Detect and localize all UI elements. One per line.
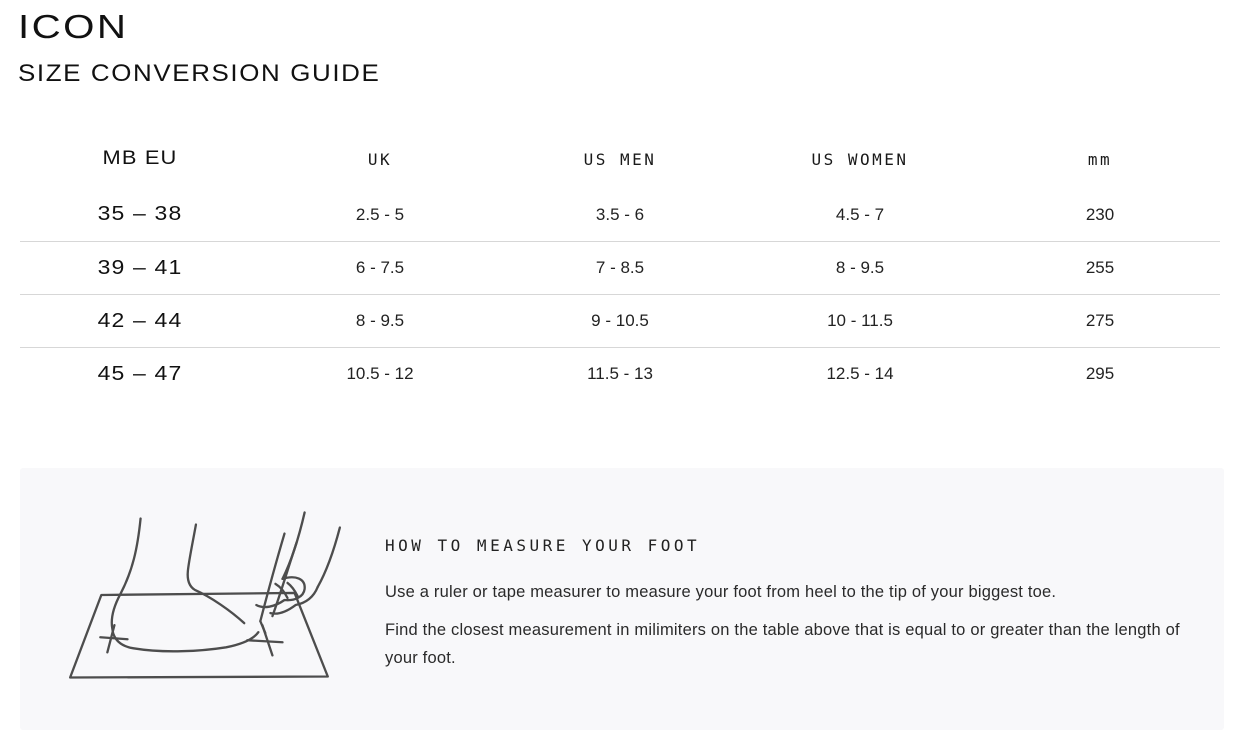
hand-arm-outer	[282, 512, 304, 578]
table-cell: 8 - 9.5	[355, 311, 405, 330]
foot-outline-back	[112, 518, 259, 651]
size-table-body	[20, 188, 1220, 400]
table-row	[20, 294, 1220, 347]
table-row	[20, 241, 1220, 294]
heel-mark-horizontal	[100, 637, 127, 639]
foot-outline-front	[188, 525, 245, 624]
page-subtitle: SIZE CONVERSION GUIDE	[18, 60, 381, 87]
table-cell: 255	[1085, 258, 1115, 277]
column-header-mm: mm	[1087, 149, 1113, 169]
table-row	[20, 347, 1220, 400]
column-header-us-men: US MEN	[583, 149, 657, 169]
table-cell: 275	[1085, 311, 1115, 330]
table-cell: 10 - 11.5	[827, 311, 893, 330]
table-cell: 11.5 - 13	[587, 364, 653, 383]
table-cell: 10.5 - 12	[346, 364, 414, 383]
table-cell: 2.5 - 5	[355, 204, 405, 224]
table-cell: 39 – 41	[97, 256, 183, 279]
table-cell: 12.5 - 14	[826, 364, 894, 383]
toe-mark-horizontal	[247, 640, 282, 642]
page-title: ICON	[18, 8, 129, 45]
table-cell: 42 – 44	[97, 309, 183, 332]
column-header-us-women: US WOMEN	[811, 149, 909, 169]
hand-arm-inner	[318, 528, 340, 587]
table-cell: 6 - 7.5	[355, 258, 405, 277]
table-cell: 4.5 - 7	[835, 204, 885, 224]
table-cell: 295	[1085, 364, 1115, 383]
measure-text-block	[385, 536, 1180, 672]
measure-panel	[20, 468, 1224, 730]
table-cell: 7 - 8.5	[595, 258, 645, 277]
measure-paragraph-2: Find the closest measurement in milimiters on the table above that is equal to or greater than the length of your foot.	[385, 621, 1180, 667]
table-cell: 230	[1085, 204, 1115, 224]
page-header	[18, 8, 381, 88]
measure-paragraph-1: Use a ruler or tape measurer to measure your foot from heel to the tip of your biggest toe.	[385, 583, 1057, 601]
table-row	[20, 188, 1220, 241]
table-cell: 9 - 10.5	[591, 311, 649, 330]
column-header-uk: UK	[367, 149, 393, 169]
table-cell: 45 – 47	[97, 362, 183, 385]
foot-measure-illustration	[50, 498, 362, 700]
table-cell: 3.5 - 6	[595, 204, 645, 224]
paper-outline	[70, 593, 328, 678]
size-table-header-row	[20, 130, 1220, 188]
measure-heading: HOW TO MEASURE YOUR FOOT	[385, 536, 701, 555]
table-cell: 8 - 9.5	[835, 258, 885, 277]
table-cell: 35 – 38	[97, 203, 183, 225]
column-header-mb-eu: MB EU	[102, 148, 178, 169]
size-conversion-table	[20, 130, 1220, 400]
